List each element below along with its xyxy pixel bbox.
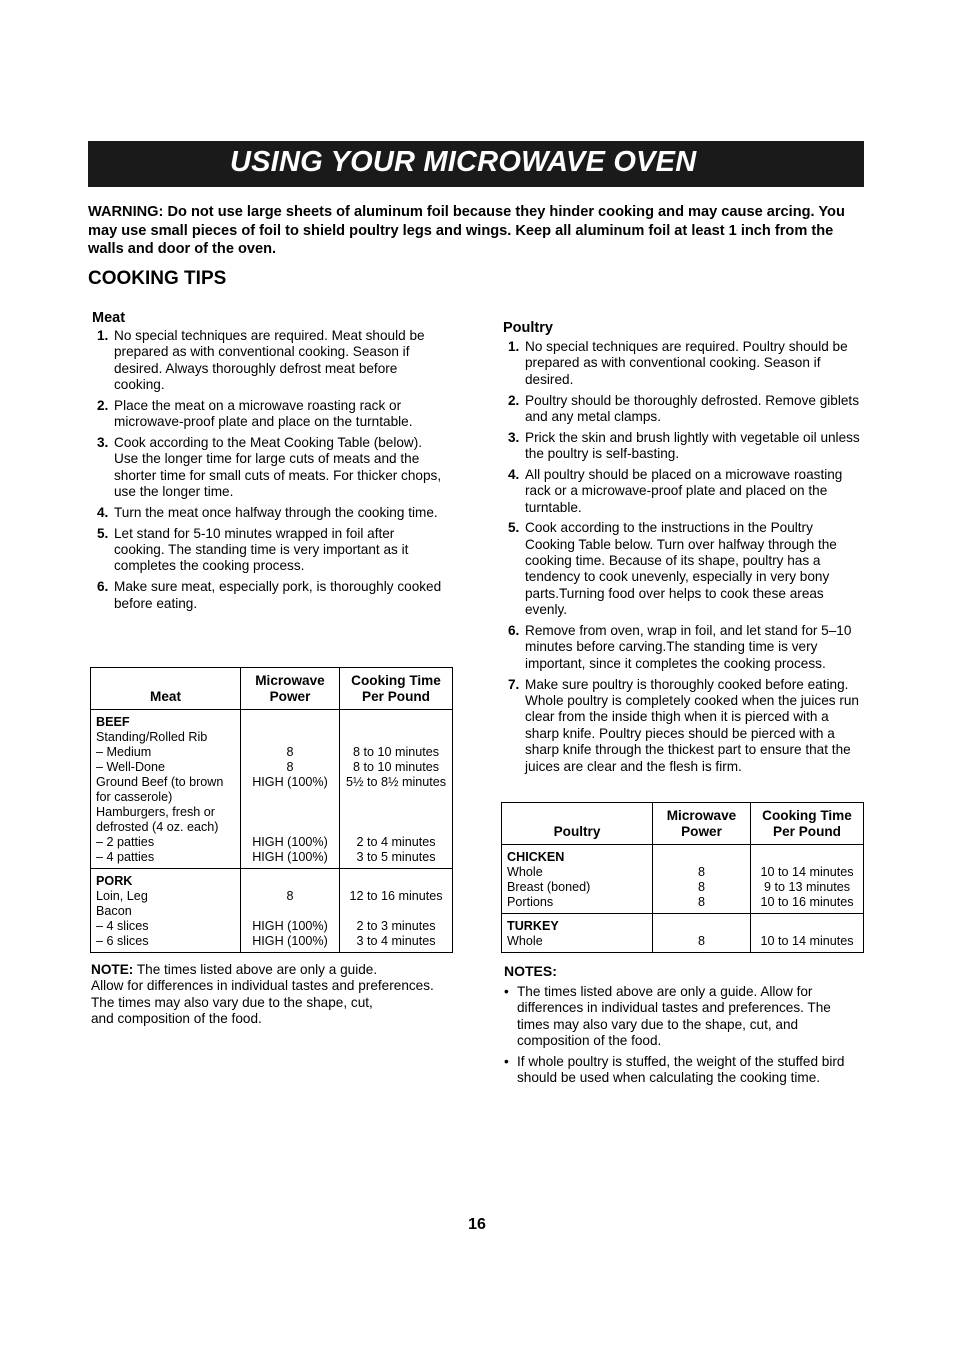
table-header: Poultry: [502, 803, 653, 845]
tip-text: No special techniques are required. Poultry should be prepared as with conventional cooking. Season if desired.: [525, 339, 848, 387]
item-name: Hamburgers, fresh or: [96, 805, 215, 819]
spacer: [653, 919, 750, 934]
poultry-heading: Poultry: [503, 320, 553, 336]
table-row: [91, 710, 453, 869]
tip-text: Poultry should be thoroughly defrosted. Remove giblets and any metal clamps.: [525, 392, 859, 424]
item-name: – Well-Done: [96, 760, 166, 774]
time-value: 10 to 14 minutes: [760, 934, 854, 948]
power-value: 8: [286, 745, 294, 759]
table-header: Microwave Power: [241, 668, 340, 710]
tip-number: 1.: [508, 339, 520, 354]
power-value: 8: [286, 889, 294, 903]
list-item: [500, 393, 866, 426]
item-name: – 6 slices: [96, 934, 149, 948]
list-item: [500, 623, 866, 672]
list-item: [89, 579, 444, 612]
power-value: HIGH (100%): [252, 919, 328, 933]
spacer: [241, 715, 339, 730]
table-row: [91, 869, 453, 953]
note-line: The times may also vary due to the shape, cut,: [91, 994, 373, 1010]
tip-text: Turn the meat once halfway through the cooking time.: [114, 504, 438, 520]
tip-text: Let stand for 5-10 minutes wrapped in foil after cooking. The standing time is very important as it completes the cooking process.: [114, 525, 409, 574]
note-text: The times listed above are only a guide. Allow for differences in individual tastes and preferences. The times may also vary due to the shape, cut, and composition of the food.: [517, 984, 831, 1049]
tip-number: 2.: [97, 397, 109, 413]
time-value: 10 to 14 minutes: [760, 865, 854, 879]
meat-tips-list: [89, 328, 444, 616]
power-value: 8: [286, 760, 294, 774]
list-item: [500, 430, 866, 463]
tip-number: 3.: [97, 435, 109, 451]
power-cell: [241, 710, 340, 869]
item-name: – Medium: [96, 745, 152, 759]
tip-text: Remove from oven, wrap in foil, and let stand for 5–10 minutes before carving.The standing time is very important, since it completes the cooking process.: [525, 622, 852, 671]
spacer: [653, 850, 750, 865]
time-value: 8 to 10 minutes: [352, 745, 440, 759]
time-value: 3 to 4 minutes: [356, 934, 436, 948]
power-value: [241, 805, 339, 820]
category-label: TURKEY: [507, 919, 559, 933]
power-value: HIGH (100%): [252, 850, 328, 864]
power-value: [241, 820, 339, 835]
tip-number: 6.: [97, 579, 109, 595]
power-value: HIGH (100%): [252, 835, 328, 849]
time-value: 3 to 5 minutes: [356, 850, 436, 864]
item-name: – 4 patties: [96, 850, 155, 864]
item-cell: [91, 869, 241, 953]
table-header: Cooking Time Per Pound: [751, 803, 864, 845]
table-header: Cooking Time Per Pound: [340, 668, 453, 710]
spacer: [751, 850, 863, 865]
list-item: [89, 505, 444, 521]
item-name: Loin, Leg: [96, 889, 148, 903]
item-name: Whole: [507, 934, 543, 948]
list-item: [89, 435, 444, 501]
note-line: The times listed above are only a guide.: [136, 962, 378, 977]
power-value: [241, 730, 339, 745]
power-value: HIGH (100%): [252, 775, 328, 789]
spacer: [340, 715, 452, 730]
spacer: [241, 874, 339, 889]
time-value: [340, 820, 452, 835]
note-line: and composition of the food.: [91, 1011, 262, 1027]
power-value: 8: [697, 865, 705, 879]
bullet-icon: •: [504, 984, 509, 999]
list-item: [500, 677, 866, 775]
tip-text: Make sure poultry is thoroughly cooked before eating. Whole poultry is completely cooked when the juices run clear from the inside thigh when it is pierced with a sharp knife. Poultry pieces should be pierced with a sharp knife through the thickest part to ensure that the juices are clear and the flesh is firm.: [525, 676, 859, 774]
list-item: [89, 526, 444, 575]
note-item: [502, 1054, 866, 1087]
tip-number: 4.: [508, 466, 520, 482]
power-value: [241, 790, 339, 805]
tip-number: 6.: [508, 622, 520, 638]
item-name: Breast (boned): [507, 880, 591, 894]
poultry-notes-list: [502, 984, 866, 1091]
note-item: [502, 984, 866, 1050]
list-item: [500, 467, 866, 516]
power-value: [241, 904, 339, 919]
time-value: [340, 805, 452, 820]
tip-number: 5.: [97, 525, 109, 541]
time-cell: [340, 710, 453, 869]
page-title: USING YOUR MICROWAVE OVEN: [230, 146, 697, 178]
list-item: [89, 398, 444, 431]
item-name: Bacon: [96, 904, 132, 918]
category-label: BEEF: [96, 715, 130, 729]
item-name: for casserole): [96, 790, 173, 804]
tip-number: 2.: [508, 392, 520, 408]
item-name: Portions: [507, 895, 554, 909]
tip-text: Cook according to the Meat Cooking Table (below). Use the longer time for large cuts of meats and the shorter time for small cuts of meats. For thicker chops, use the longer time.: [114, 435, 442, 500]
table-header: Microwave Power: [653, 803, 751, 845]
meat-heading: Meat: [92, 310, 126, 326]
item-name: Ground Beef (to brown: [96, 775, 224, 789]
power-cell: [653, 914, 751, 953]
item-name: defrosted (4 oz. each): [96, 820, 219, 834]
note-line: Allow for differences in individual tastes and preferences.: [91, 978, 434, 994]
power-value: HIGH (100%): [252, 934, 328, 948]
warning-text: WARNING: Do not use large sheets of aluminum foil because they hinder cooking and may cause arcing. You may use small pieces of foil to shield poultry legs and wings. Keep all aluminum foil at least 1 inch from the walls and door of the oven.: [88, 204, 845, 257]
category-label: PORK: [96, 874, 133, 888]
time-cell: [751, 845, 864, 914]
power-value: 8: [697, 934, 705, 948]
list-item: [500, 520, 866, 618]
note-label: NOTE:: [91, 962, 134, 977]
tip-number: 1.: [97, 328, 109, 343]
time-value: 12 to 16 minutes: [349, 889, 443, 903]
power-value: 8: [697, 895, 705, 909]
bullet-icon: •: [504, 1053, 509, 1069]
meat-cooking-table: [90, 667, 453, 953]
time-value: 8 to 10 minutes: [352, 760, 440, 774]
tip-number: 4.: [97, 504, 109, 520]
list-item: [500, 339, 866, 388]
item-name: Standing/Rolled Rib: [96, 730, 208, 744]
power-cell: [241, 869, 340, 953]
tip-text: Cook according to the instructions in the Poultry Cooking Table below. Turn over halfway through the cooking time. Because of its shape, poultry has a tendency to cook unevenly, especially in very bony parts.Turning food over helps to cook these areas evenly.: [525, 520, 837, 618]
tip-text: Make sure meat, especially pork, is thoroughly cooked before eating.: [114, 579, 442, 611]
spacer: [340, 874, 452, 889]
category-label: CHICKEN: [507, 850, 565, 864]
time-value: 5½ to 8½ minutes: [345, 775, 447, 789]
time-value: [340, 730, 452, 745]
note-text: If whole poultry is stuffed, the weight of the stuffed bird should be used when calculating the cooking time.: [517, 1053, 845, 1086]
time-value: 2 to 3 minutes: [356, 919, 436, 933]
table-header: Meat: [91, 668, 241, 710]
list-item: [89, 328, 444, 394]
poultry-notes-heading: NOTES:: [504, 963, 557, 979]
page-number: 16: [468, 1216, 486, 1233]
time-cell: [340, 869, 453, 953]
item-cell: [502, 914, 653, 953]
item-cell: [91, 710, 241, 869]
tip-text: Prick the skin and brush lightly with vegetable oil unless the poultry is self-basting.: [525, 429, 860, 462]
item-cell: [502, 845, 653, 914]
time-value: 2 to 4 minutes: [356, 835, 436, 849]
power-cell: [653, 845, 751, 914]
time-cell: [751, 914, 864, 953]
tip-number: 3.: [508, 429, 520, 445]
table-row: [502, 845, 864, 914]
poultry-tips-list: [500, 339, 866, 779]
power-value: 8: [697, 880, 705, 894]
title-banner: [88, 141, 864, 187]
tip-text: Place the meat on a microwave roasting rack or microwave-proof plate and place on the turntable.: [114, 397, 413, 430]
time-value: 9 to 13 minutes: [763, 880, 851, 894]
poultry-cooking-table: [501, 802, 864, 953]
tip-number: 5.: [508, 520, 520, 536]
item-name: Whole: [507, 865, 543, 879]
time-value: 10 to 16 minutes: [760, 895, 854, 909]
spacer: [751, 919, 863, 934]
tip-number: 7.: [508, 676, 520, 692]
section-title: COOKING TIPS: [88, 268, 227, 289]
meat-note: [91, 962, 461, 1028]
item-name: – 2 patties: [96, 835, 155, 849]
tip-text: No special techniques are required. Meat should be prepared as with conventional cooking. Season if desired. Always thoroughly defrost meat before cooking.: [114, 328, 425, 393]
time-value: [340, 790, 452, 805]
tip-text: All poultry should be placed on a microwave roasting rack or a microwave-proof plate and placed on the turntable.: [525, 466, 843, 515]
item-name: – 4 slices: [96, 919, 149, 933]
table-row: [502, 914, 864, 953]
time-value: [340, 904, 452, 919]
